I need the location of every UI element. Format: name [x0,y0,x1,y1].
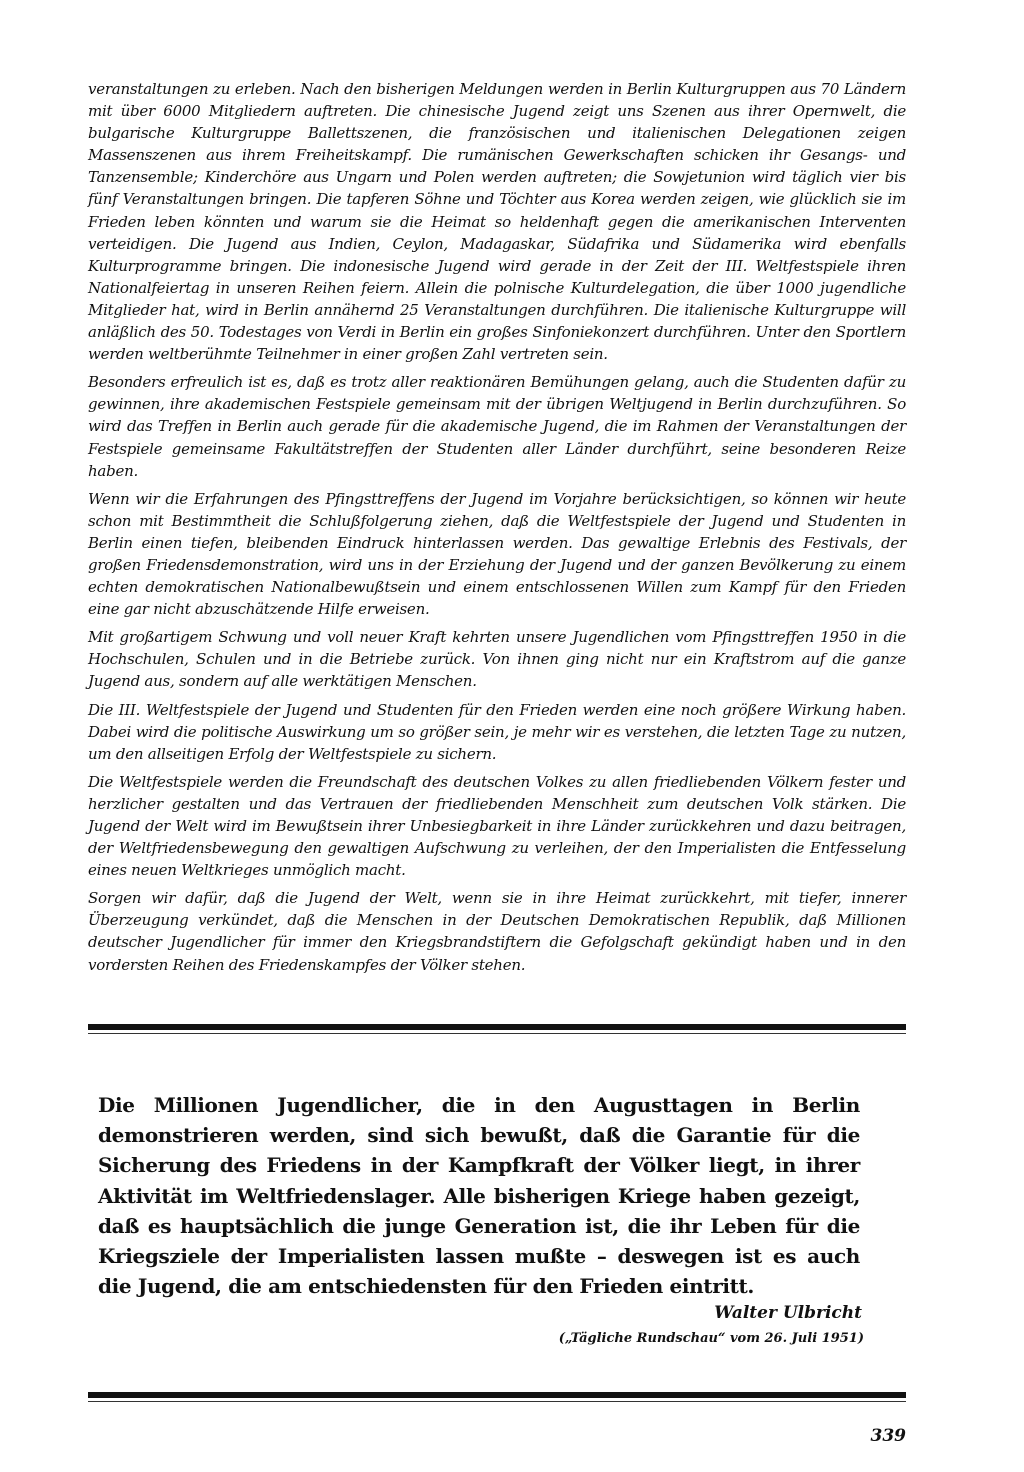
article-paragraph: Mit großartigem Schwung und voll neuer Kraft kehrten unsere Jugendlichen vom Pfingsttreffen 1950 in die Hochschulen, Schulen und in die Betriebe zurück. Von ihnen ging nicht nur ein Kraftstrom auf die ganze Jugend aus, sondern auf alle werktätigen Menschen. [88,628,906,691]
article-paragraph: Die Weltfestspiele werden die Freundschaft des deutschen Volkes zu allen friedliebenden Völkern fester und herzlicher gestalten und das Vertrauen der friedliebenden Menschheit zum deutschen Volk stärken. Die Jugend der Welt wird im Bewußtsein ihrer Unbesiegbarkeit in ihre Länder zurückkehren und dazu beitragen, der Weltfriedensbewegung den gewaltigen Aufschwung zu verleihen, der den Imperialisten die Entfesselung eines neuen Weltkrieges unmöglich macht. [88,772,906,880]
quote-text: Die Millionen Jugendlicher, die in den Augusttagen in Berlin demonstrieren werden, sind sich bewußt, daß die Garantie für die Sicherung des Friedens in der Kampfkraft der Völker liegt, in ihrer Aktivität im Weltfriedenslager. Alle bisherigen Kriege haben gezeigt, daß es hauptsächlich die junge Generation ist, die ihr Leben für die Kriegsziele der Imperialisten lassen mußte – deswegen ist es auch die Jugend, die am entschiedensten für den Frieden eintritt. [98,1093,860,1299]
quote-author: Walter Ulbricht [714,1303,862,1323]
article-paragraph: veranstaltungen zu erleben. Nach den bisherigen Meldungen werden in Berlin Kulturgruppen aus 70 Ländern mit über 6000 Mitgliedern auftreten. Die chinesische Jugend zeigt uns Szenen aus ihrer Opernwelt, die bulgarische Kulturgruppe Ballettszenen, die französischen und italienischen Delegationen zeigen Massenszenen aus ihrem Freiheitskampf. Die rumänischen Gewerkschaften schicken ihr Gesangs- und Tanzensemble; Kinderchöre aus Ungarn und Polen werden auftreten; die Sowjetunion wird täglich vier bis fünf Veranstaltungen bringen. Die tapferen Söhne und Töchter aus Korea werden zeigen, wie glücklich sie im Frieden leben könnten und warum sie die Heimat so heldenhaft gegen die amerikanischen Interventen verteidigen. Die Jugend aus Indien, Ceylon, Madagaskar, Südafrika und Südamerika wird ebenfalls Kulturprogramme bringen. Die indonesische Jugend wird gerade in der Zeit der III. Weltfestspiele ihren Nationalfeiertag in unseren Reihen feiern. Allein die polnische Kulturdelegation, die über 1000 jugendliche Mitglieder hat, wird in Berlin annähernd 25 Veranstaltungen durchführen. Die italienische Kulturgruppe will anläßlich des 50. Todestages von Verdi in Berlin ein großes Sinfoniekonzert durchführen. Unter den Sportlern werden weltberühmte Teilnehmer in einer großen Zahl vertreten sein. [88,80,906,364]
quote-source: („Tägliche Rundschau“ vom 26. Juli 1951) [558,1331,864,1346]
page-number: 339 [870,1426,906,1446]
article-body [88,78,906,982]
article-paragraph: Die III. Weltfestspiele der Jugend und Studenten für den Frieden werden eine noch größere Wirkung haben. Dabei wird die politische Auswirkung um so größer sein, je mehr wir es verstehen, die letzten Tage zu nutzen, um den allseitigen Erfolg der Weltfestspiele zu sichern. [88,700,906,763]
article-paragraph: Sorgen wir dafür, daß die Jugend der Welt, wenn sie in ihre Heimat zurückkehrt, mit tiefer, innerer Überzeugung verkündet, daß die Menschen in der Deutschen Demokratischen Republik, daß Millionen deutscher Jugendlicher für immer den Kriegsbrandstiftern die Gefolgschaft gekündigt haben und in den vordersten Reihen des Friedenskampfes der Völker stehen. [88,889,906,974]
divider-rule-top [88,1024,906,1030]
divider-rule-bottom [88,1392,906,1398]
article-paragraph: Besonders erfreulich ist es, daß es trotz aller reaktionären Bemühungen gelang, auch die Studenten dafür zu gewinnen, ihre akademischen Festspiele gemeinsam mit der übrigen Weltjugend in Berlin durchzuführen. So wird das Treffen in Berlin auch gerade für die akademische Jugend, die im Rahmen der Veranstaltungen der Festspiele gemeinsame Fakultätstreffen der Studenten aller Länder durchführt, seine besonderen Reize haben. [88,373,906,480]
article-paragraph: Wenn wir die Erfahrungen des Pfingsttreffens der Jugend im Vorjahre berücksichtigen, so können wir heute schon mit Bestimmtheit die Schlußfolgerung ziehen, daß die Weltfestspiele der Jugend und Studenten in Berlin einen tiefen, bleibenden Eindruck hinterlassen werden. Das gewaltige Erlebnis des Festivals, der großen Friedensdemonstration, wird uns in der Erziehung der Jugend und der ganzen Bevölkerung zu einem echten demokratischen Nationalbewußtsein und einem entschlossenen Willen zum Kampf für den Frieden eine gar nicht abzuschätzende Hilfe erweisen. [88,489,906,619]
